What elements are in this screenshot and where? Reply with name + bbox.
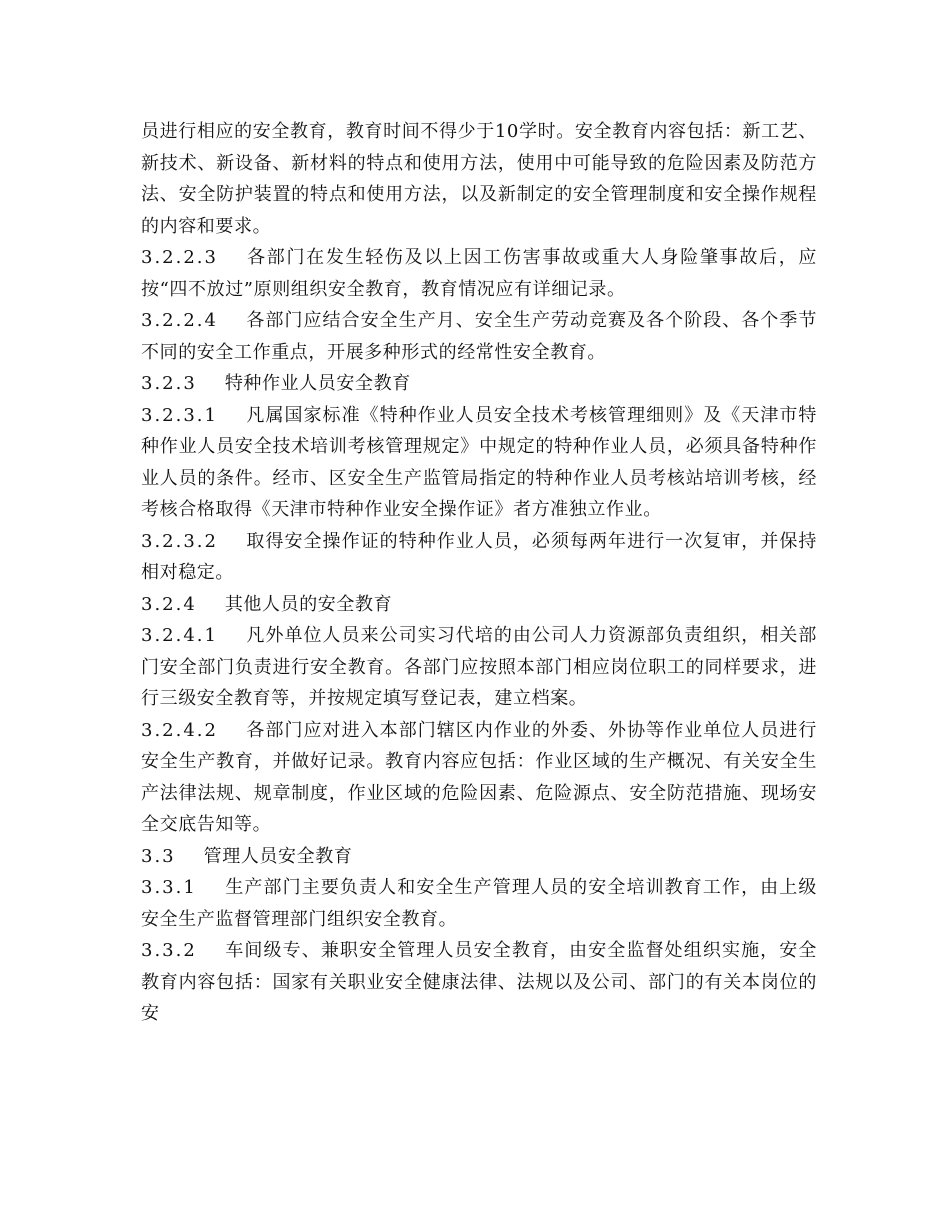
clause-text: 生产部门主要负责人和安全生产管理人员的安全培训教育工作，由上级安全生产监督管理部门组织安全教育。 [141, 877, 817, 930]
clause-3-2-2-4 [141, 305, 817, 368]
section-number: 3.2.4 [141, 593, 197, 615]
clause-text: 各部门应对进入本部门辖区内作业的外委、外协等作业单位人员进行安全生产教育，并做好记录。教育内容应包括：作业区域的生产概况、有关安全生产法律法规、规章制度，作业区域的危险因素、危险源点、安全防范措施、现场安全交底告知等。 [141, 719, 817, 835]
clause-text: 凡外单位人员来公司实习代培的由公司人力资源部负责组织，相关部门安全部门负责进行安全教育。各部门应按照本部门相应岗位职工的同样要求，进行三级安全教育等，并按规定填写登记表，建立档案。 [141, 625, 817, 709]
clause-text: 车间级专、兼职安全管理人员安全教育，由安全监督处组织实施，安全教育内容包括：国家有关职业安全健康法律、法规以及公司、部门的有关本岗位的安 [141, 940, 817, 1024]
clause-3-2-4-2 [141, 715, 817, 841]
document-page [141, 116, 817, 1030]
clause-3-2-3-1 [141, 400, 817, 526]
clause-3-2-2-3 [141, 242, 817, 305]
clause-number: 3.2.4.2 [141, 719, 218, 741]
clause-number: 3.2.4.1 [141, 625, 218, 646]
clause-number: 3.2.3.1 [141, 404, 218, 426]
clause-number: 3.2.3.2 [141, 530, 218, 552]
section-number: 3.2.3 [141, 373, 197, 394]
section-heading-3-3 [141, 841, 817, 873]
clause-number: 3.2.2.3 [141, 247, 218, 268]
clause-number: 3.3.1 [141, 877, 197, 898]
clause-number: 3.2.2.4 [141, 310, 218, 331]
clause-3-2-4-1 [141, 620, 817, 715]
clause-text: 凡属国家标准《特种作业人员安全技术考核管理细则》及《天津市特种作业人员安全技术培训考核管理规定》中规定的特种作业人员，必须具备特种作业人员的条件。经市、区安全生产监管局指定的特种作业人员考核站培训考核，经考核合格取得《天津市特种作业安全操作证》者方准独立作业。 [141, 404, 817, 520]
clause-text: 取得安全操作证的特种作业人员，必须每两年进行一次复审，并保持相对稳定。 [141, 530, 817, 583]
section-title: 其他人员的安全教育 [224, 593, 393, 615]
section-heading-3-2-3 [141, 368, 817, 400]
section-number: 3.3 [141, 845, 176, 867]
section-heading-3-2-4 [141, 589, 817, 621]
paragraph-text: 员进行相应的安全教育，教育时间不得少于10学时。安全教育内容包括：新工艺、新技术、新设备、新材料的特点和使用方法，使用中可能导致的危险因素及防范方法、安全防护装置的特点和使用方法，以及新制定的安全管理制度和安全操作规程的内容和要求。 [141, 121, 817, 237]
clause-number: 3.3.2 [141, 940, 197, 961]
clause-3-3-1 [141, 872, 817, 935]
section-title: 特种作业人员安全教育 [224, 373, 411, 394]
clause-text: 各部门在发生轻伤及以上因工伤害事故或重大人身险肇事故后，应按“四不放过”原则组织安全教育，教育情况应有详细记录。 [141, 247, 817, 300]
clause-3-3-2 [141, 935, 817, 1030]
clause-text: 各部门应结合安全生产月、安全生产劳动竞赛及各个阶段、各个季节不同的安全工作重点，开展多种形式的经常性安全教育。 [141, 310, 817, 363]
clause-3-2-3-2 [141, 526, 817, 589]
paragraph-continued [141, 116, 817, 242]
section-title: 管理人员安全教育 [203, 845, 353, 867]
